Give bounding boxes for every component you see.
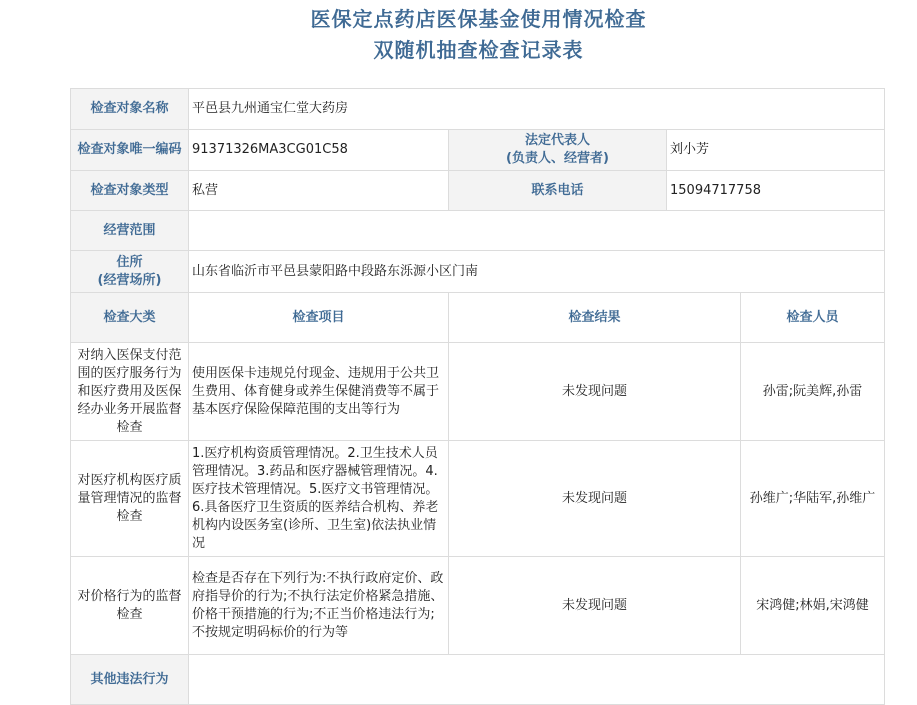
target-type-label: 检查对象类型 (71, 171, 189, 211)
row-check-result: 未发现问题 (449, 557, 741, 655)
header-check-item: 检查项目 (189, 293, 449, 343)
other-violations-label: 其他违法行为 (71, 655, 189, 705)
address-label-line1: 住所 (116, 254, 143, 270)
row-inspector: 宋鸿健;林娟,宋鸿健 (741, 557, 885, 655)
row-check-category: 对价格行为的监督检查 (71, 557, 189, 655)
header-check-result: 检查结果 (449, 293, 741, 343)
legal-representative-value: 刘小芳 (667, 130, 885, 171)
row-check-result: 未发现问题 (449, 441, 741, 557)
other-violations-value (189, 655, 885, 705)
row-other-violations (71, 655, 885, 705)
header-check-category: 检查大类 (71, 293, 189, 343)
legal-representative-label-line1: 法定代表人 (524, 133, 590, 148)
table-row (71, 441, 885, 557)
row-address (71, 251, 885, 293)
row-check-item: 检查是否存在下列行为:不执行政府定价、政府指导价的行为;不执行法定价格紧急措施、价格干预措施的行为;不正当价格违法行为;不按规定明码标价的行为等 (189, 557, 449, 655)
row-inspector: 孙维广;华陆军,孙维广 (741, 441, 885, 557)
header-inspector: 检查人员 (741, 293, 885, 343)
address-label-line2: (经营场所) (97, 272, 162, 288)
row-check-category: 对纳入医保支付范围的医疗服务行为和医疗费用及医保经办业务开展监督检查 (71, 343, 189, 441)
unique-code-label: 检查对象唯一编码 (71, 130, 189, 171)
target-type-value: 私营 (189, 171, 449, 211)
row-business-scope (71, 211, 885, 251)
table-row (71, 557, 885, 655)
phone-value: 15094717758 (667, 171, 885, 211)
document-title: 医保定点药店医保基金使用情况检查 (310, 7, 647, 31)
phone-label: 联系电话 (449, 171, 667, 211)
row-inspector: 孙雷;阮美辉,孙雷 (741, 343, 885, 441)
row-target-type (71, 171, 885, 211)
row-inspection-target-name (71, 89, 885, 130)
document-subtitle: 双随机抽查检查记录表 (373, 38, 584, 62)
inspection-target-name-label: 检查对象名称 (71, 89, 189, 130)
row-unique-code (71, 130, 885, 171)
row-check-category: 对医疗机构医疗质量管理情况的监督检查 (71, 441, 189, 557)
inspection-target-name-value: 平邑县九州通宝仁堂大药房 (189, 89, 885, 130)
inspection-record-table (70, 88, 885, 705)
row-column-headers (71, 293, 885, 343)
business-scope-value (189, 211, 885, 251)
legal-representative-label-line2: (负责人、经营者) (506, 151, 609, 166)
table-row (71, 343, 885, 441)
row-check-item: 1.医疗机构资质管理情况。2.卫生技术人员管理情况。3.药品和医疗器械管理情况。4.医疗技术管理情况。5.医疗文书管理情况。6.具备医疗卫生资质的医养结合机构、养老机构内设医务室(诊所、卫生室)依法执业情况 (189, 441, 449, 557)
legal-representative-label (449, 130, 667, 171)
unique-code-value: 91371326MA3CG01C58 (189, 130, 449, 171)
business-scope-label: 经营范围 (71, 211, 189, 251)
row-check-result: 未发现问题 (449, 343, 741, 441)
address-value: 山东省临沂市平邑县蒙阳路中段路东泺源小区门南 (189, 251, 885, 293)
row-check-item: 使用医保卡违规兑付现金、违规用于公共卫生费用、体育健身或养生保健消费等不属于基本医疗保险保障范围的支出等行为 (189, 343, 449, 441)
address-label (71, 251, 189, 293)
